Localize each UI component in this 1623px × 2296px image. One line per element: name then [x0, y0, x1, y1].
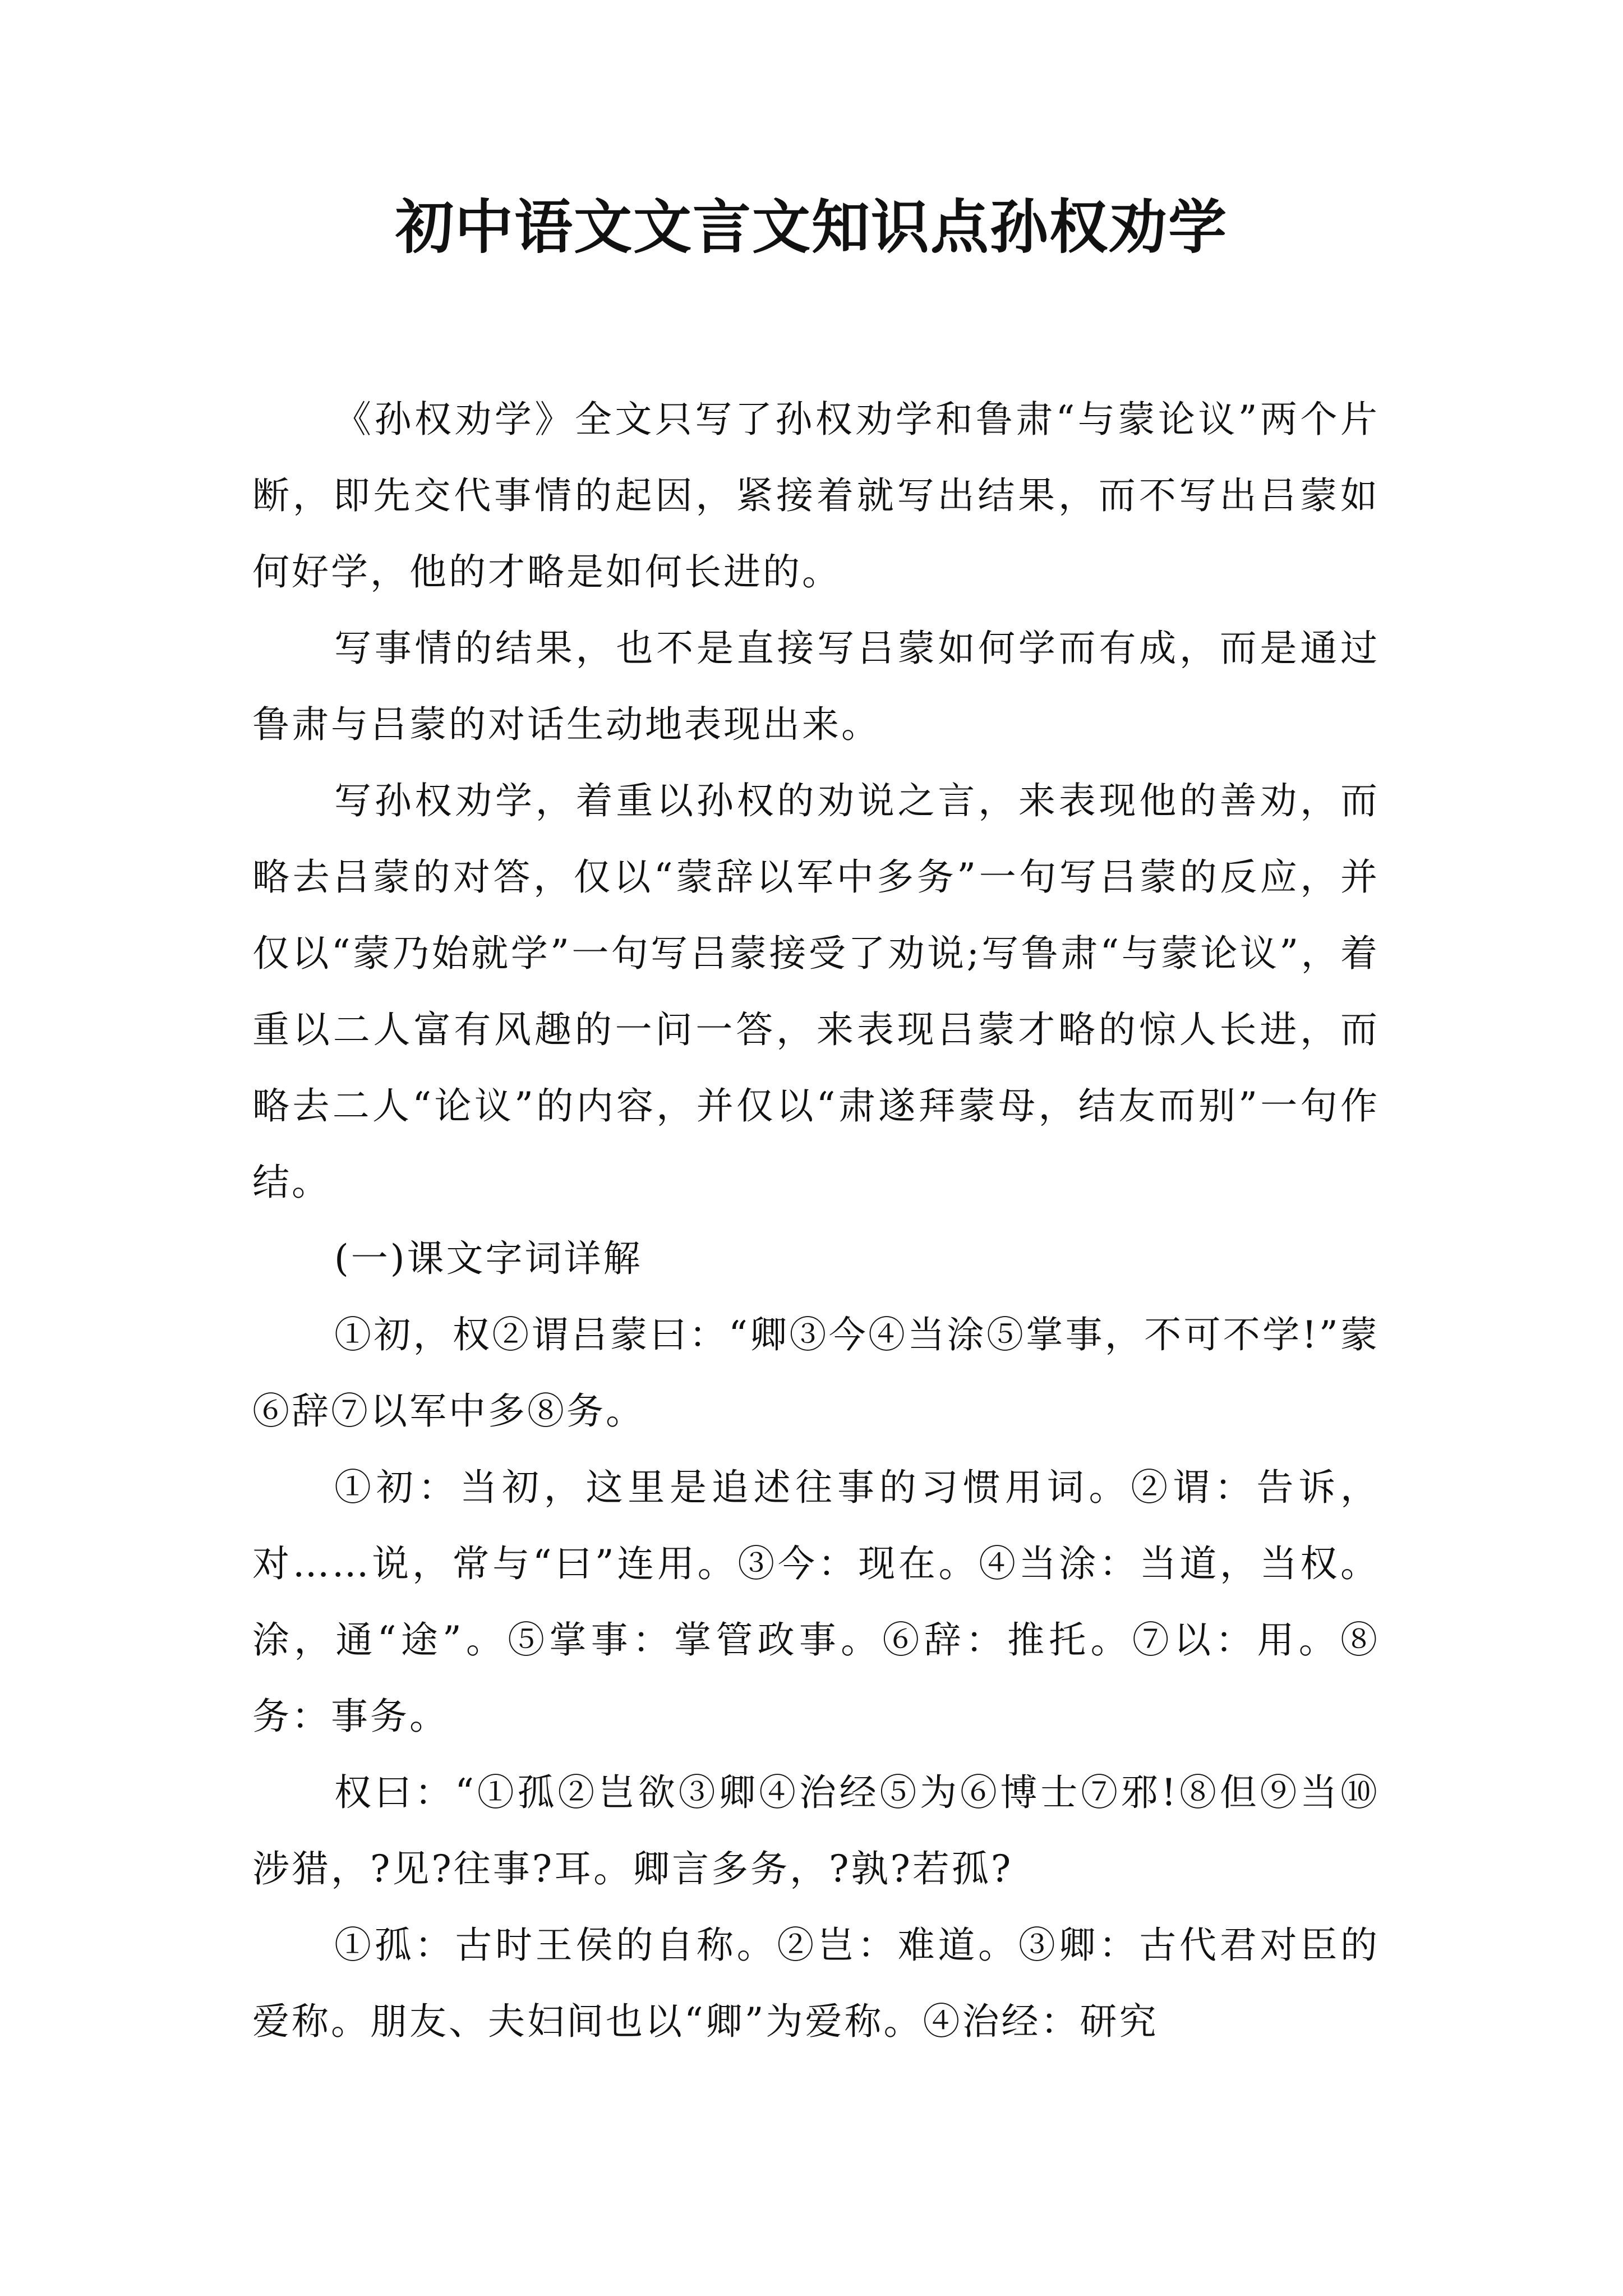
- paragraph-text-1: ①初，权②谓吕蒙曰：“卿③今④当涂⑤掌事，不可不学!”蒙⑥辞⑦以军中多⑧务。: [252, 1313, 1380, 1433]
- document-body: [252, 381, 1380, 2060]
- paragraph-notes-1: ①初：当初，这里是追述往事的习惯用词。②谓：告诉，对……说，常与“曰”连用。③今：现在。④当涂：当道，当权。涂，通“途”。⑤掌事：掌管政事。⑥辞：推托。⑦以：用。⑧务：事务。: [252, 1466, 1380, 1738]
- document-title: 初中语文文言文知识点孙权劝学: [395, 192, 1228, 261]
- paragraph-intro: 《孙权劝学》全文只写了孙权劝学和鲁肃“与蒙论议”两个片断，即先交代事情的起因，紧接着就写出结果，而不写出吕蒙如何好学，他的才略是如何长进的。: [252, 398, 1380, 593]
- paragraph-analysis: 写孙权劝学，着重以孙权的劝说之言，来表现他的善劝，而略去吕蒙的对答，仅以“蒙辞以军中多务”一句写吕蒙的反应，并仅以“蒙乃始就学”一句写吕蒙接受了劝说;写鲁肃“与蒙论议”，着重以二人富有风趣的一问一答，来表现吕蒙才略的惊人长进，而略去二人“论议”的内容，并仅以“肃遂拜蒙母，结友而别”一句作结。: [252, 779, 1380, 1204]
- paragraph-result: 写事情的结果，也不是直接写吕蒙如何学而有成，而是通过鲁肃与吕蒙的对话生动地表现出来。: [252, 627, 1380, 746]
- section-heading: (一)课文字词详解: [334, 1237, 643, 1280]
- paragraph-notes-2: ①孤：古时王侯的自称。②岂：难道。③卿：古代君对臣的爱称。朋友、夫妇间也以“卿”为爱称。④治经：研究: [252, 1924, 1380, 2043]
- paragraph-text-2: 权曰：“①孤②岂欲③卿④治经⑤为⑥博士⑦邪!⑧但⑨当⑩涉猎，?见?往事?耳。卿言多务，?孰?若孤?: [252, 1771, 1380, 1890]
